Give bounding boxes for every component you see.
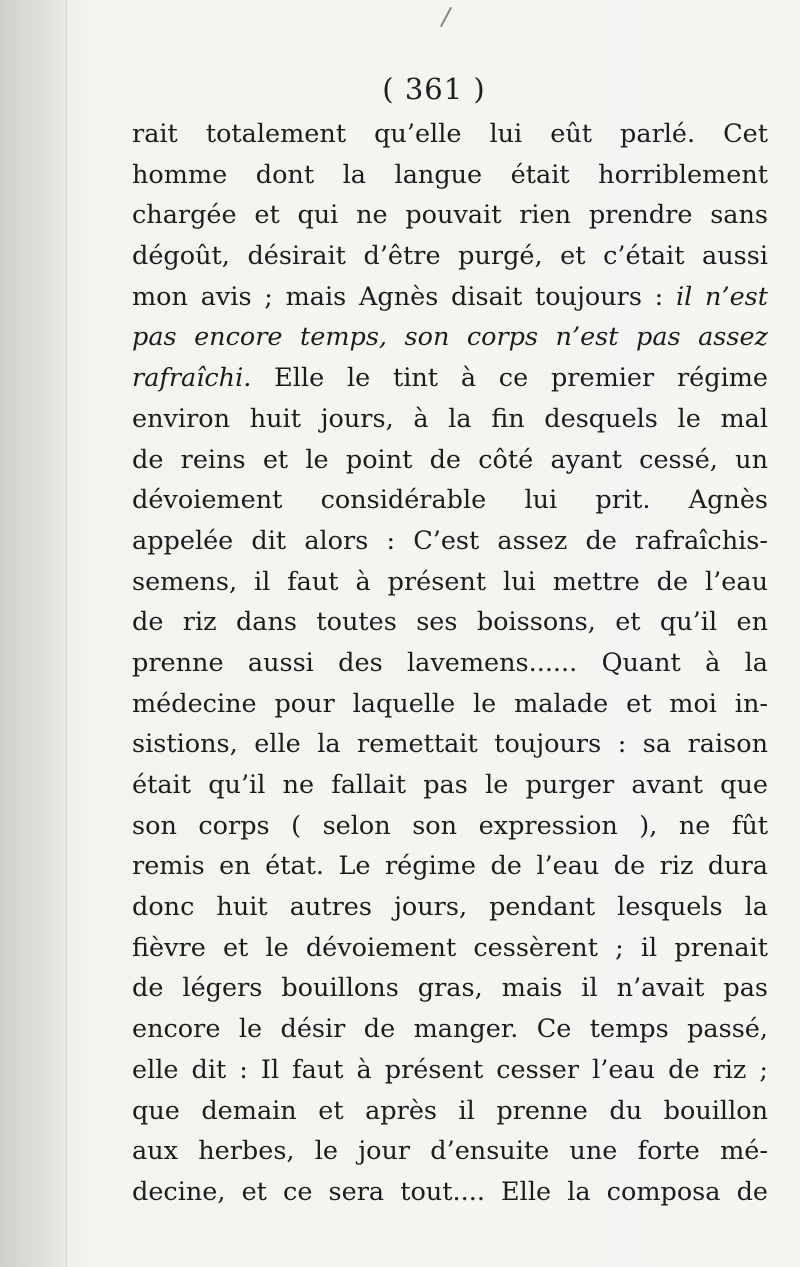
text-line: pas encore temps, son corps n’est pas assez [132, 322, 768, 353]
page-gutter [0, 0, 66, 1267]
text-line: mon avis ; mais Agnès disait toujours : il n’est [132, 281, 769, 312]
text-line: que demain et après il prenne du bouillon [132, 1095, 768, 1126]
text-line: appelée dit alors : C’est assez de rafraîchis- [132, 525, 768, 556]
text-line: de reins et le point de côté ayant cessé, un [132, 444, 768, 475]
text-line: homme dont la langue était horriblement [132, 159, 768, 190]
text-line: de riz dans toutes ses boissons, et qu’il en [132, 607, 768, 638]
body-text [132, 114, 768, 1213]
page-number: ( 361 ) [382, 72, 486, 106]
text-line: aux herbes, le jour d’ensuite une forte mé- [132, 1136, 768, 1167]
text-line: dévoiement considérable lui prit. Agnès [132, 485, 768, 516]
text-line: était qu’il ne fallait pas le purger avant que [132, 770, 768, 800]
text-line: encore le désir de manger. Ce temps passé, [132, 1014, 768, 1045]
pencil-mark [440, 7, 452, 27]
text-line: son corps ( selon son expression ), ne fût [132, 810, 768, 841]
text-line: dégoût, désirait d’être purgé, et c’était aussi [132, 241, 768, 272]
gutter-edge [66, 0, 67, 1267]
text-line: sistions, elle la remettait toujours : sa raison [132, 729, 768, 760]
text-line: rait totalement qu’elle lui eût parlé. Cet [132, 119, 768, 149]
text-line: chargée et qui ne pouvait rien prendre sans [132, 200, 768, 231]
text-line: donc huit autres jours, pendant lesquels la [132, 892, 768, 923]
text-line: rafraîchi. Elle le tint à ce premier régime [132, 363, 768, 394]
text-line: de légers bouillons gras, mais il n’avait pas [132, 973, 768, 1004]
text-line: semens, il faut à présent lui mettre de l’eau [132, 566, 768, 597]
text-line: prenne aussi des lavemens...... Quant à la [132, 647, 768, 678]
text-line: remis en état. Le régime de l’eau de riz dura [132, 851, 768, 882]
text-line: fièvre et le dévoiement cessèrent ; il prenait [132, 932, 768, 963]
text-line: elle dit : Il faut à présent cesser l’eau de riz ; [132, 1054, 768, 1085]
text-line: médecine pour laquelle le malade et moi in- [132, 688, 768, 719]
text-line: environ huit jours, à la fin desquels le mal [132, 403, 768, 434]
text-line: decine, et ce sera tout.... Elle la composa de [132, 1176, 768, 1207]
